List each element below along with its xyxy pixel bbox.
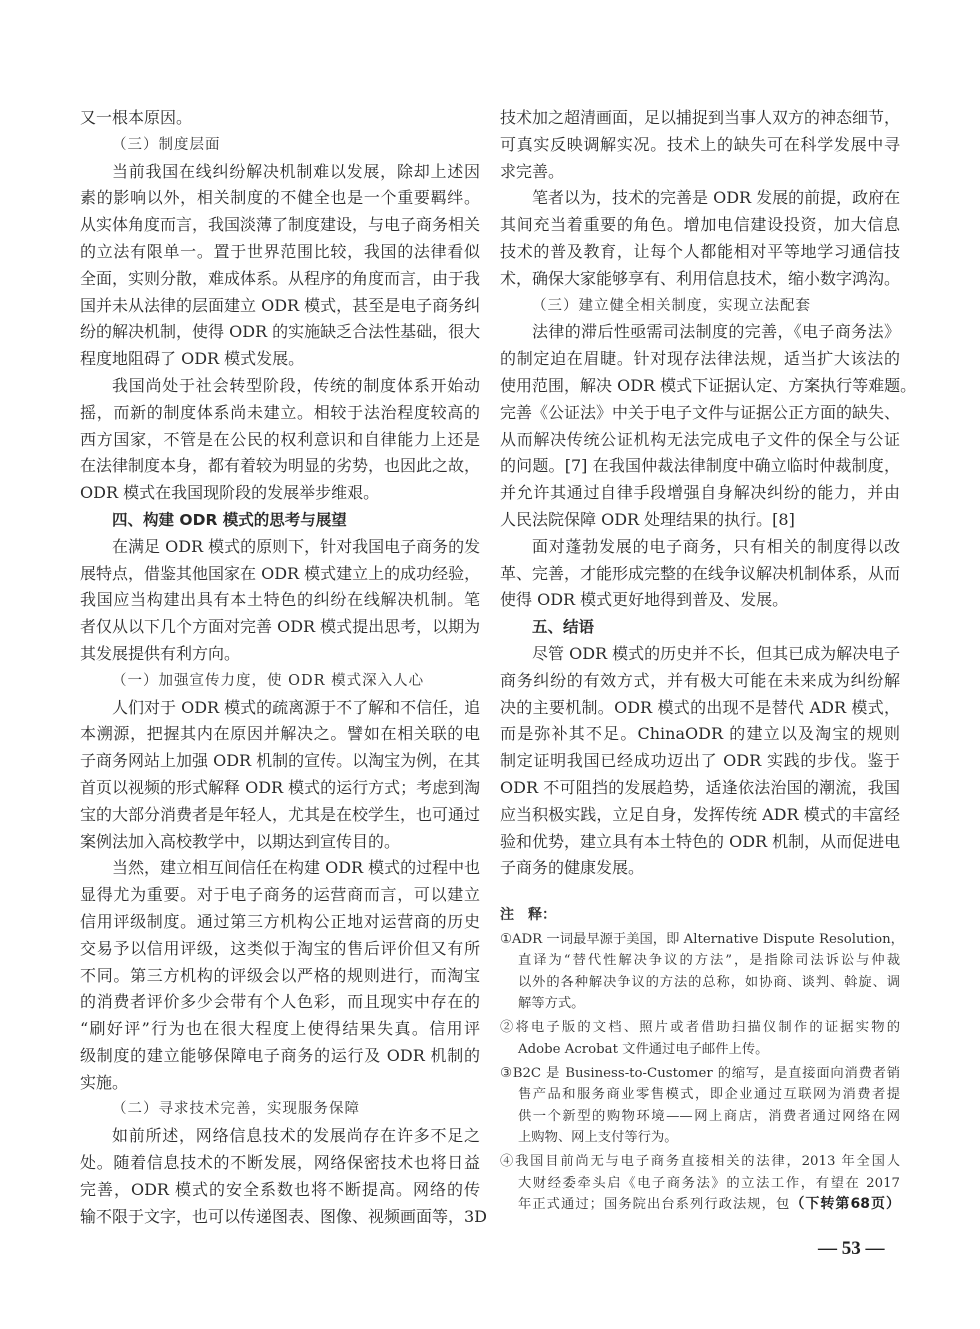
text-line: 西方国家，不管是在公民的权利意识和自律能力上还是 xyxy=(80,429,480,449)
text-line: 技术加之超清画面，足以捕捉到当事人双方的神态细节， xyxy=(500,108,901,127)
text-line: （二）寻求技术完善，实现服务保障 xyxy=(112,1101,360,1118)
footnote-text: ①ADR 一词最早源于美国，即 Alternative Dispute Resolution， xyxy=(500,931,904,947)
footnote-text: 年正式通过；国务院出台系列行政法规，包 xyxy=(518,1197,791,1212)
text-line: “刷好评”行为也在很大程度上使得结果失真。信用评 xyxy=(80,1019,480,1039)
text-line: 从实体角度而言，我国淡薄了制度建设，与电子商务相关 xyxy=(80,215,481,235)
footnote-text: 供一个新型的购物环境——网上商店，消费者通过网络在网 xyxy=(518,1108,900,1124)
text-line: 的问题。[7] 在我国仲裁法律制度中确立临时仲裁制度， xyxy=(500,456,900,476)
footnote-item xyxy=(500,1151,900,1216)
footnote-text: ④我国目前尚无与电子商务直接相关的法律，2013 年全国人 xyxy=(500,1154,900,1169)
text-line: 完善《公证法》中关于电子文件与证据公正方面的缺失、 xyxy=(500,402,901,422)
text-line: 程度地阻碍了 ODR 模式发展。 xyxy=(80,349,305,369)
text-line: 摇，而新的制度体系尚未建立。相较于法治程度较高的 xyxy=(80,402,480,422)
text-line: 应当积极实践，立足自身，发挥传统 ADR 模式的丰富经 xyxy=(500,804,900,824)
text-line: （三）建立健全相关制度，实现立法配套 xyxy=(532,297,811,314)
text-line: 实施。 xyxy=(80,1072,129,1092)
footnote-line xyxy=(500,1063,900,1085)
subsection-heading xyxy=(80,132,480,159)
text-line: 而是弥补其不足。ChinaODR 的建立以及淘宝的规则 xyxy=(500,724,900,744)
text-line: 不同。第三方机构的评级会以严格的规则进行，而淘宝 xyxy=(80,965,480,985)
text-line: 笔者以为，技术的完善是 ODR 发展的前提，政府在 xyxy=(532,188,901,208)
paragraph xyxy=(500,534,900,614)
text-line: 人民法院保障 ODR 处理结果的执行。[8] xyxy=(500,509,795,529)
paragraph xyxy=(80,159,480,373)
footnote-line xyxy=(500,1127,900,1149)
paragraph xyxy=(80,1123,488,1230)
text-line: 法律的滞后性亟需司法制度的完善，《电子商务法》 xyxy=(532,322,900,342)
text-line: 并允许其通过自律手段增强自身解决纠纷的能力，并由 xyxy=(500,483,900,503)
text-line: 国并未从法律的层面建立 ODR 模式，甚至是电子商务纠 xyxy=(80,295,481,315)
text-line: 商务纠纷的有效方式，并有极大可能在未来成为纠纷解 xyxy=(500,670,900,690)
left-column xyxy=(80,105,488,1230)
text-line: 验和优势，建立具有本土特色的 ODR 机制，从而促进电 xyxy=(500,831,901,851)
text-line: 我国应当构建出具有本土特色的纠纷在线解决机制。笔 xyxy=(80,590,480,610)
text-line: （一）加强宣传力度，使 ODR 模式深入人心 xyxy=(112,672,425,689)
section-heading xyxy=(500,614,900,641)
text-line: 在满足 ODR 模式的原则下，针对我国电子商务的发 xyxy=(112,536,481,556)
footnotes-title: 注 释： xyxy=(500,907,556,923)
text-line: 其间充当着重要的角色。增加电信建设投资，加大信息 xyxy=(500,215,900,235)
text-line: 使用范围，解决 ODR 模式下证据认定、方案执行等难题。 xyxy=(500,375,917,395)
text-line: 的立法有限单一。置于世界范围比较，我国的法律看似 xyxy=(80,241,480,261)
text-line: 素的影响以外，相关制度的不健全也是一个重要羁绊。 xyxy=(80,188,480,208)
text-line: 交易予以信用评级，这类似于淘宝的售后评价但又有所 xyxy=(80,938,480,958)
text-line: 我国尚处于社会转型阶段，传统的制度体系开始动 xyxy=(112,375,480,395)
footnotes xyxy=(500,904,904,1216)
text-line: 可真实反映调解实况。技术上的缺失可在科学发展中寻 xyxy=(500,134,900,154)
text-line: 尽管 ODR 模式的历史并不长，但其已成为解决电子 xyxy=(532,643,901,663)
text-line: 使得 ODR 模式更好地得到普及、发展。 xyxy=(500,590,789,610)
page-number: — 53 — xyxy=(818,1238,885,1259)
text-line: 又一根本原因。 xyxy=(80,108,193,127)
text-line: 完善，ODR 模式的安全系数也将不断提高。网络的传 xyxy=(80,1179,480,1199)
footnote-text: Adobe Acrobat 文件通过电子邮件上传。 xyxy=(518,1041,769,1057)
footnote-text: 售产品和服务商业零售模式，即企业通过互联网为消费者提 xyxy=(518,1087,900,1102)
footnote-line xyxy=(500,929,904,951)
text-line: 的消费者评价多少会带有个人色彩，而且现实中存在的 xyxy=(80,992,480,1012)
subsection-heading xyxy=(80,1096,480,1123)
text-line: ODR 模式在我国现阶段的发展举步维艰。 xyxy=(80,483,380,503)
text-line: 显得尤为重要。对于电子商务的运营商而言，可以建立 xyxy=(80,885,480,905)
text-line: 者仅从以下几个方面对完善 ODR 模式提出思考，以期为 xyxy=(80,617,481,637)
footnote-line xyxy=(500,950,900,972)
section-heading xyxy=(80,507,480,534)
footnote-text: ②将电子版的文档、照片或者借助扫描仪制作的证据实物的 xyxy=(500,1020,900,1035)
footnote-text: 大财经委牵头启《电子商务法》的立法工作，有望在 2017 xyxy=(518,1175,900,1191)
footnote-line xyxy=(500,1017,900,1039)
paragraph xyxy=(80,534,480,668)
continued-on-page-note: （下转第68页） xyxy=(790,1196,901,1212)
footnote-text: 直译为“替代性解决争议的方法”，是指除司法诉讼与仲裁 xyxy=(518,953,900,968)
text-line: 人们对于 ODR 模式的疏离源于不了解和不信任，追 xyxy=(112,697,481,717)
text-line: 全面，实则分散，难成体系。从程序的角度而言，由于我 xyxy=(80,268,481,288)
text-line: 子商务的健康发展。 xyxy=(500,858,645,878)
text-line: 输不限于文字，也可以传递图表、图像、视频画面等，3D xyxy=(80,1206,488,1226)
footnote-text: ③B2C 是 Business-to-Customer 的缩写，是直接面向消费者销 xyxy=(500,1065,900,1081)
text-line: 从而解决传统公证机构无法完成电子文件的保全与公证 xyxy=(500,429,900,449)
footnote-line xyxy=(500,1173,900,1195)
footnote-item xyxy=(500,929,904,1015)
text-line: 纷的解决机制，使得 ODR 的实施缺乏合法性基础，很大 xyxy=(80,322,481,342)
paragraph xyxy=(500,319,917,533)
text-line: 级制度的建立能够保障电子商务的运行及 ODR 机制的 xyxy=(80,1045,480,1065)
text-line: 四、构建 ODR 模式的思考与展望 xyxy=(112,510,347,529)
footnote-item xyxy=(500,1063,900,1149)
footnote-line xyxy=(500,1106,900,1128)
subsection-heading xyxy=(80,668,480,695)
paragraph xyxy=(500,105,900,185)
footnote-line xyxy=(500,1084,900,1106)
text-line: 首页以视频的形式解释 ODR 模式的运行方式；考虑到淘 xyxy=(80,777,481,797)
subsection-heading xyxy=(500,293,900,320)
text-line: 决的主要机制。ODR 模式的出现不是替代 ADR 模式， xyxy=(500,697,900,717)
text-line: 革、完善，才能形成完整的在线争议解决机制体系，从而 xyxy=(500,563,901,583)
text-line: 本溯源，把握其内在原因并解决之。譬如在相关联的电 xyxy=(80,724,480,744)
footnote-line xyxy=(500,1194,900,1216)
right-column xyxy=(500,105,917,882)
text-line: 其发展提供有利方向。 xyxy=(80,643,241,663)
text-line: 案例法加入高校教学中，以期达到宣传目的。 xyxy=(80,831,401,851)
text-line: 求完善。 xyxy=(500,161,565,181)
text-line: 的制定迫在眉睫。针对现存法律法规，适当扩大该法的 xyxy=(500,349,900,369)
text-line: 当然，建立相互间信任在构建 ODR 模式的过程中也 xyxy=(112,858,481,878)
footnote-item xyxy=(500,1017,900,1060)
text-line: 面对蓬勃发展的电子商务，只有相关的制度得以改 xyxy=(532,536,900,556)
text-line: 展特点，借鉴其他国家在 ODR 模式建立上的成功经验， xyxy=(80,563,481,583)
paragraph xyxy=(500,641,900,882)
text-line: 术，确保大家能够享有、利用信息技术，缩小数字鸿沟。 xyxy=(500,268,901,288)
paragraph xyxy=(80,105,480,132)
paragraph xyxy=(80,373,480,507)
text-line: 宝的大部分消费者是年轻人，尤其是在校学生，也可通过 xyxy=(80,804,481,824)
paragraph xyxy=(500,185,900,292)
footnote-text: 上购物、网上支付等行为。 xyxy=(518,1130,678,1145)
footnote-line xyxy=(500,972,900,994)
text-line: 制定证明我国已经成功迈出了 ODR 实践的步伐。鉴于 xyxy=(500,751,900,771)
footnote-text: 解等方式。 xyxy=(518,996,585,1011)
text-line: 子商务网站上加强 ODR 机制的宣传。以淘宝为例，在其 xyxy=(80,751,481,771)
text-line: 信用评级制度。通过第三方机构公正地对运营商的历史 xyxy=(80,911,480,931)
text-line: 五、结语 xyxy=(532,618,595,637)
paragraph xyxy=(80,695,480,856)
text-line: 当前我国在线纠纷解决机制难以发展，除却上述因 xyxy=(112,161,480,181)
text-line: 如前所述，网络信息技术的发展尚存在许多不足之 xyxy=(112,1126,480,1146)
text-line: 处。随着信息技术的不断发展，网络保密技术也将日益 xyxy=(80,1153,480,1173)
text-line: 技术的普及教育，让每个人都能相对平等地学习通信技 xyxy=(500,241,900,261)
text-line: （三）制度层面 xyxy=(112,136,221,153)
paragraph xyxy=(80,855,480,1096)
text-line: 在法律制度本身，都有着较为明显的劣势，也因此之故， xyxy=(80,456,481,476)
footnote-line xyxy=(500,1039,900,1061)
footnote-line xyxy=(500,993,900,1015)
footnote-line xyxy=(500,1151,900,1173)
text-line: ODR 不可阻挡的发展趋势，适逢依法治国的潮流，我国 xyxy=(500,777,900,797)
footnote-text: 以外的各种解决争议的方法的总称，如协商、谈判、斡旋、调 xyxy=(518,974,900,990)
